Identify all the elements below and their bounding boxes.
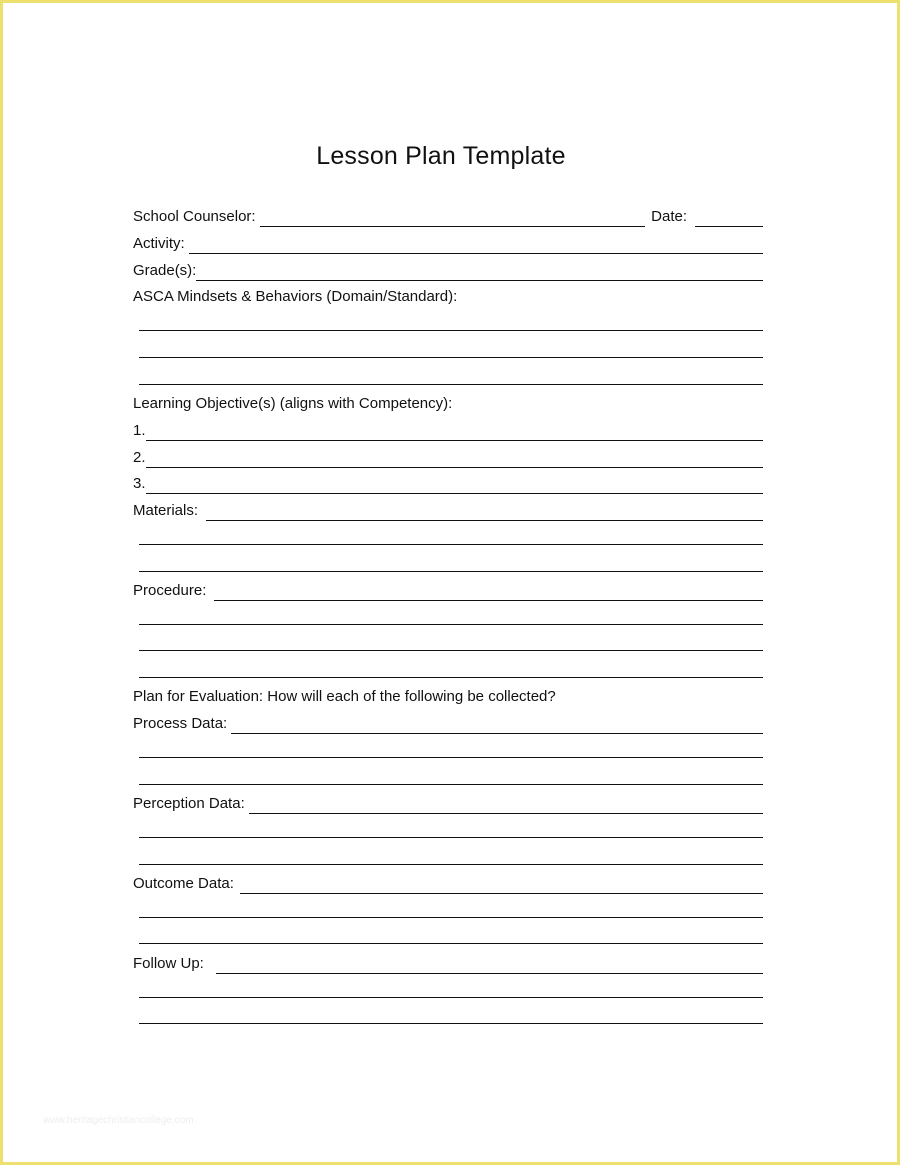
activity-label: Activity:: [133, 235, 185, 252]
objective-1-field[interactable]: [146, 440, 763, 441]
counselor-row: [133, 205, 763, 227]
grades-field[interactable]: [196, 280, 763, 281]
objective-2-number: 2.: [133, 449, 146, 466]
objective-2-field[interactable]: [146, 467, 763, 468]
evaluation-label: Plan for Evaluation: How will each of the following be collected?: [133, 688, 556, 705]
counselor-field[interactable]: [260, 226, 646, 227]
followup-label: Follow Up:: [133, 955, 204, 972]
followup-line-2[interactable]: [139, 997, 763, 998]
outcome-field[interactable]: [240, 893, 763, 894]
materials-field[interactable]: [206, 520, 763, 521]
counselor-label: School Counselor:: [133, 208, 256, 225]
procedure-line-3[interactable]: [139, 650, 763, 651]
asca-line-2[interactable]: [139, 357, 763, 358]
materials-line-3[interactable]: [139, 571, 763, 572]
asca-line-3[interactable]: [139, 384, 763, 385]
outcome-line-2[interactable]: [139, 917, 763, 918]
perception-line-3[interactable]: [139, 864, 763, 865]
process-row: [133, 712, 763, 734]
process-label: Process Data:: [133, 715, 228, 732]
asca-label: ASCA Mindsets & Behaviors (Domain/Standard):: [133, 288, 458, 305]
objectives-label: Learning Objective(s) (aligns with Competency):: [133, 395, 453, 412]
materials-label: Materials:: [133, 502, 199, 519]
materials-row: [133, 499, 763, 521]
procedure-line-2[interactable]: [139, 624, 763, 625]
activity-row: [133, 232, 763, 254]
process-line-2[interactable]: [139, 757, 763, 758]
process-line-3[interactable]: [139, 784, 763, 785]
procedure-label: Procedure:: [133, 582, 207, 599]
perception-row: [133, 792, 763, 814]
process-field[interactable]: [231, 733, 763, 734]
objective-3-number: 3.: [133, 475, 146, 492]
evaluation-row: [133, 685, 763, 707]
objective-3-row: [133, 472, 763, 494]
objective-1-row: [133, 419, 763, 441]
procedure-row: [133, 579, 763, 601]
perception-field[interactable]: [249, 813, 763, 814]
perception-line-2[interactable]: [139, 837, 763, 838]
outcome-row: [133, 872, 763, 894]
perception-label: Perception Data:: [133, 795, 245, 812]
grades-row: [133, 259, 763, 281]
followup-row: [133, 952, 763, 974]
activity-field[interactable]: [189, 253, 763, 254]
outcome-label: Outcome Data:: [133, 875, 234, 892]
objective-3-field[interactable]: [146, 493, 763, 494]
objectives-row: [133, 392, 763, 414]
date-label: Date:: [651, 208, 687, 225]
asca-line-1[interactable]: [139, 330, 763, 331]
followup-line-3[interactable]: [139, 1023, 763, 1024]
followup-field[interactable]: [216, 973, 763, 974]
watermark: www.heritagechristiancollege.com: [43, 1115, 194, 1126]
asca-row: [133, 285, 763, 307]
objective-2-row: [133, 446, 763, 468]
objective-1-number: 1.: [133, 422, 146, 439]
materials-line-2[interactable]: [139, 544, 763, 545]
procedure-field[interactable]: [214, 600, 763, 601]
page-title: Lesson Plan Template: [316, 142, 566, 170]
grades-label: Grade(s):: [133, 262, 197, 279]
procedure-line-4[interactable]: [139, 677, 763, 678]
date-field[interactable]: [695, 226, 763, 227]
outcome-line-3[interactable]: [139, 943, 763, 944]
